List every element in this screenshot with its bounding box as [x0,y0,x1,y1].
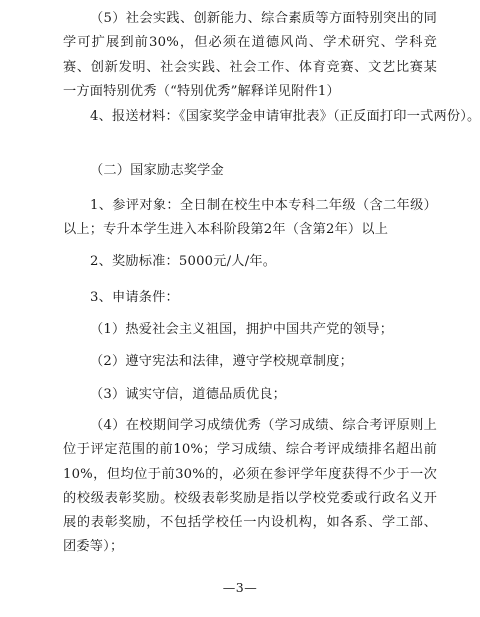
section-heading-national-encouragement-scholarship: （二）国家励志奖学金 [90,163,224,178]
paragraph-special-excellence: （5）社会实践、创新能力、综合素质等方面特别突出的同学可扩展到前30%，但必须在道德风尚、学术研究、学科竞赛、创新发明、社会实践、社会工作、体育竞赛、文艺比赛某一方面特别优秀（“特别优秀”解释详见附件1） [63,11,437,99]
paragraph-award-standard: 2、奖励标准：5000元/人/年。 [90,254,277,269]
paragraph-application-conditions: 3、申请条件： [90,290,179,305]
paragraph-submission-materials: 4、报送材料：《国家奖学金申请审批表》（正反面打印一式两份）。 [90,109,480,124]
paragraph-eligible-applicants: 1、参评对象：全日制在校生中本专科二年级（含二年级）以上；专升本学生进入本科阶段第2年（含第2年）以上 [63,198,437,238]
condition-item-1: （1）热爱社会主义祖国，拥护中国共产党的领导； [90,322,394,337]
condition-item-4: （4）在校期间学习成绩优秀（学习成绩、综合考评原则上位于评定范围的前10%；学习成绩、综合考评成绩排名超出前10%，但均位于前30%的，必须在参评学年度获得不少于一次的校级表彰奖励。校级表彰奖励是指以学校党委或行政名义开展的表彰奖励，不包括学校任一内设机构，如各系、学工部、团委等）； [63,418,437,555]
page-number: —3— [222,580,258,595]
condition-item-2: （2）遵守宪法和法律，遵守学校规章制度； [90,354,353,369]
condition-item-3: （3）诚实守信，道德品质优良； [90,387,287,402]
